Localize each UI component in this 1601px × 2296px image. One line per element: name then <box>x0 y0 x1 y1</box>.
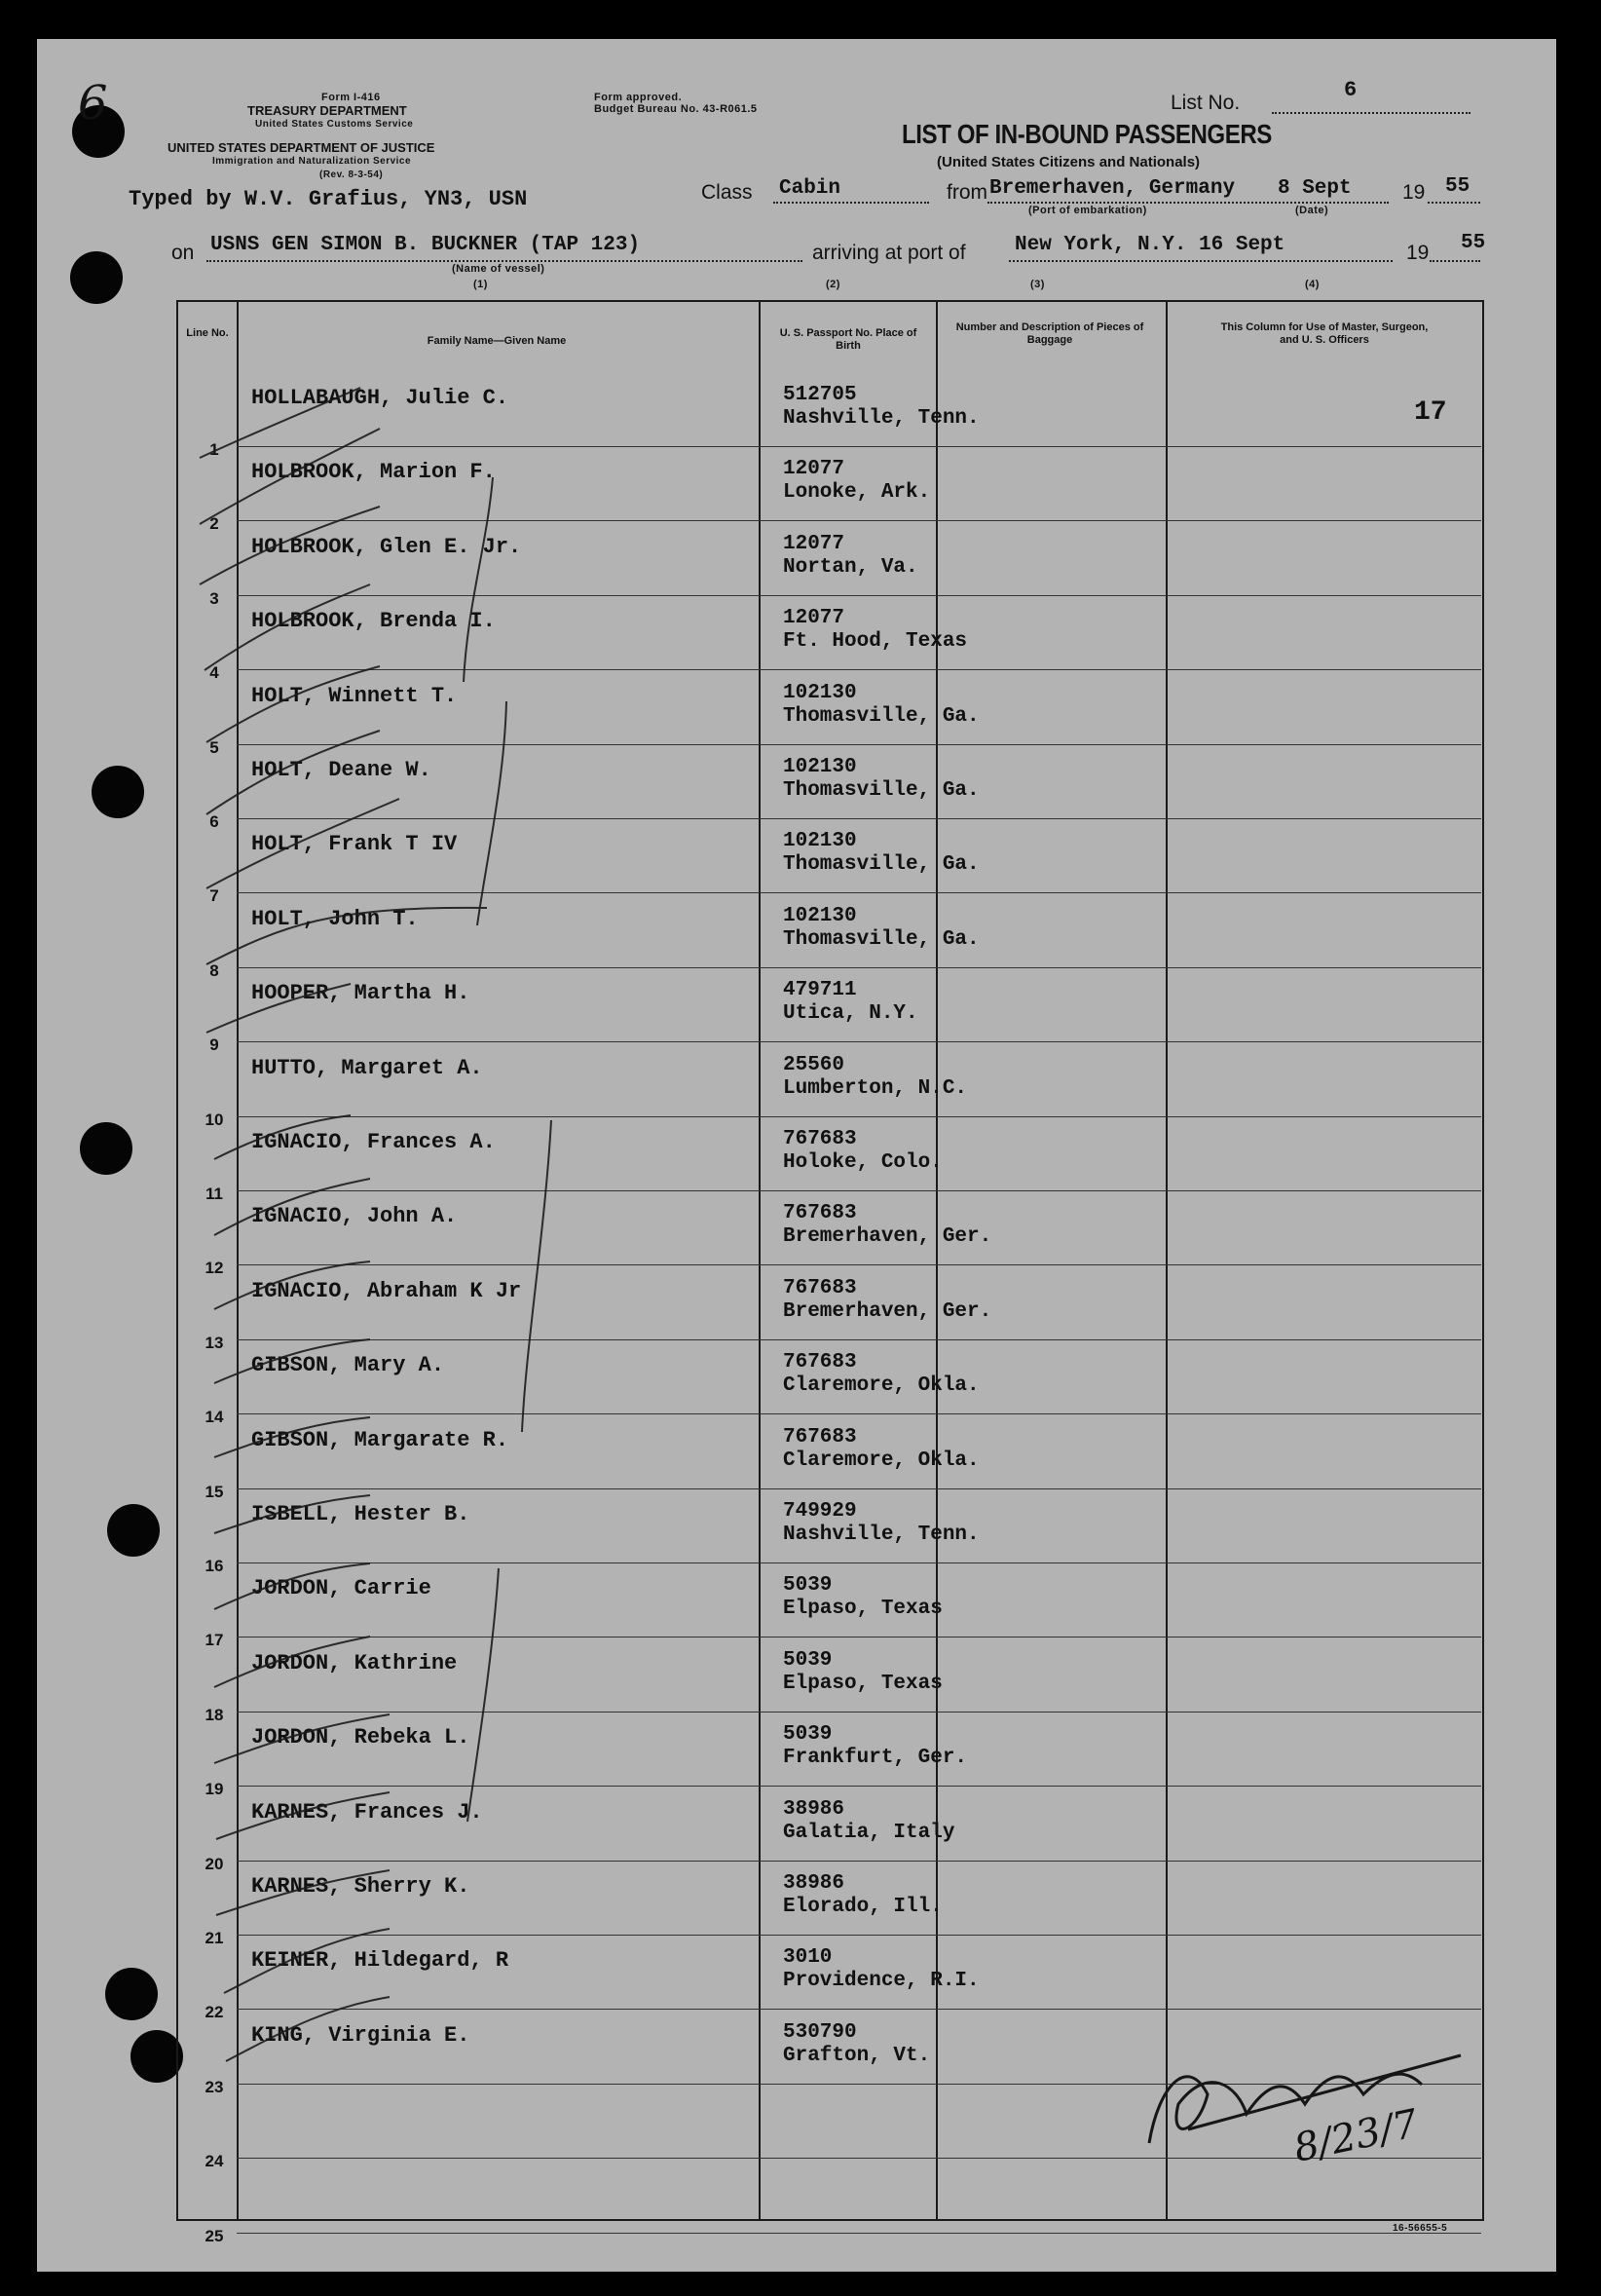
passenger-name: IGNACIO, Frances A. <box>251 1130 496 1154</box>
passenger-name: HOLLABAUGH, Julie C. <box>251 386 509 410</box>
arrival-port: New York, N.Y. 16 Sept <box>1015 234 1285 256</box>
immigration-label: Immigration and Naturalization Service <box>212 156 412 167</box>
passenger-name: HOLT, Deane W. <box>251 758 431 782</box>
place-of-birth: Holoke, Colo. <box>783 1151 943 1174</box>
passenger-name: HOLT, John T. <box>251 906 419 931</box>
form-title: LIST OF IN-BOUND PASSENGERS <box>902 119 1272 149</box>
passport-number: 102130 <box>783 830 857 853</box>
line-number: 10 <box>205 1110 224 1129</box>
list-no-label: List No. <box>1171 92 1241 114</box>
row-divider <box>237 1339 1481 1340</box>
row-divider <box>237 2084 1481 2085</box>
passport-number: 749929 <box>783 1500 857 1523</box>
passenger-name: HOLT, Winnett T. <box>251 683 458 708</box>
passport-number: 102130 <box>783 904 857 927</box>
place-of-birth: Thomasville, Ga. <box>783 853 980 877</box>
place-of-birth: Utica, N.Y. <box>783 1002 918 1026</box>
row-divider <box>237 2009 1481 2010</box>
line-number: 12 <box>205 1259 224 1278</box>
header-baggage: Number and Description of Pieces of Baggage <box>955 321 1144 346</box>
header-passport: U. S. Passport No. Place of Birth <box>779 327 917 352</box>
passport-number: 25560 <box>783 1053 845 1076</box>
arriving-label: arriving at port of <box>812 242 966 264</box>
row-divider <box>237 1861 1481 1862</box>
line-number: 6 <box>209 812 219 831</box>
place-of-birth: Claremore, Okla. <box>783 1374 980 1398</box>
line-number: 13 <box>205 1333 224 1352</box>
signature-date: 8/23/7 <box>1289 2101 1423 2171</box>
passenger-name: HOLBROOK, Brenda I. <box>251 609 496 634</box>
passenger-name: GIBSON, Mary A. <box>251 1353 445 1378</box>
binder-hole <box>70 251 123 304</box>
vessel-caption: (Name of vessel) <box>452 263 545 275</box>
row-divider <box>237 1712 1481 1713</box>
line-number: 18 <box>205 1705 224 1724</box>
form-code: 16-56655-5 <box>1393 2223 1448 2234</box>
row-divider <box>237 1488 1481 1489</box>
row-divider <box>237 595 1481 596</box>
line-number: 21 <box>205 1929 224 1947</box>
place-of-birth: Elorado, Ill. <box>783 1896 943 1918</box>
passport-number: 38986 <box>783 1872 845 1895</box>
place-of-birth: Frankfurt, Ger. <box>783 1747 968 1770</box>
header-officers: This Column for Use of Master, Surgeon, and U. S. Officers <box>1220 321 1429 346</box>
line-number: 7 <box>209 886 219 906</box>
line-number: 8 <box>209 960 219 980</box>
passenger-name: HOLBROOK, Glen E. Jr. <box>251 534 522 559</box>
passport-number: 767683 <box>783 1128 857 1150</box>
row-divider <box>237 2233 1481 2234</box>
place-of-birth: Lonoke, Ark. <box>783 481 931 505</box>
place-of-birth: Nashville, Tenn. <box>783 1524 980 1546</box>
passenger-name: IGNACIO, John A. <box>251 1204 458 1229</box>
row-divider <box>237 2158 1481 2159</box>
handwritten-page-mark: 6 <box>78 76 108 131</box>
row-divider <box>237 892 1481 893</box>
passport-number: 5039 <box>783 1723 833 1747</box>
row-divider <box>237 1562 1481 1563</box>
passenger-name: KEINER, Hildegard, R <box>251 1948 509 1974</box>
line-number: 16 <box>205 1557 224 1575</box>
line-number: 3 <box>209 588 219 608</box>
list-no-value: 6 <box>1344 78 1358 102</box>
header-name: Family Name—Given Name <box>427 335 567 347</box>
place-of-birth: Thomasville, Ga. <box>783 704 980 728</box>
date-caption: (Date) <box>1295 205 1329 216</box>
row-divider <box>237 446 1481 447</box>
line-number: 11 <box>205 1185 223 1203</box>
form-number: Form I-416 <box>321 92 381 103</box>
passport-number: 767683 <box>783 1202 857 1225</box>
row-divider <box>237 1116 1481 1117</box>
line-number: 23 <box>205 2077 224 2096</box>
passenger-name: KING, Virginia E. <box>251 2022 470 2048</box>
row-divider <box>237 1935 1481 1936</box>
col-num-2: (2) <box>826 279 840 290</box>
binder-hole <box>107 1504 160 1557</box>
passport-number: 530790 <box>783 2020 857 2044</box>
place-of-birth: Ft. Hood, Texas <box>783 630 968 654</box>
passport-number: 12077 <box>783 458 845 481</box>
from-date: 8 Sept <box>1278 177 1352 200</box>
line-number: 22 <box>205 2003 224 2022</box>
passport-number: 5039 <box>783 1574 833 1598</box>
line-number: 5 <box>209 737 219 757</box>
place-of-birth: Lumberton, N.C. <box>783 1076 968 1100</box>
binder-hole <box>92 766 144 818</box>
line-number: 17 <box>205 1631 224 1650</box>
place-of-birth: Providence, R.I. <box>783 1970 980 1993</box>
row-divider <box>237 1413 1481 1414</box>
binder-hole <box>105 1968 158 2020</box>
from-label: from <box>947 181 987 204</box>
line-number: 25 <box>205 2226 224 2245</box>
passenger-name: KARNES, Frances J. <box>251 1799 483 1825</box>
row-divider <box>237 669 1481 670</box>
line-number: 14 <box>205 1408 224 1427</box>
justice-label: UNITED STATES DEPARTMENT OF JUSTICE <box>168 140 435 155</box>
year-value: 55 <box>1445 175 1471 198</box>
line-number: 1 <box>209 440 219 459</box>
passport-number: 38986 <box>783 1797 845 1821</box>
place-of-birth: Grafton, Vt. <box>783 2044 931 2067</box>
binder-hole <box>80 1122 132 1175</box>
from-port: Bremerhaven, Germany <box>989 177 1236 200</box>
form-subtitle: (United States Citizens and Nationals) <box>937 154 1201 170</box>
customs-label: United States Customs Service <box>255 119 414 130</box>
year-prefix: 19 <box>1402 181 1426 204</box>
passenger-name: HOOPER, Martha H. <box>251 981 470 1006</box>
row-divider <box>237 1190 1481 1191</box>
form-approved: Form approved. <box>594 92 683 103</box>
class-label: Class <box>701 181 753 204</box>
passenger-name: HUTTO, Margaret A. <box>251 1055 483 1080</box>
passport-number: 5039 <box>783 1648 833 1672</box>
passenger-name: JORDON, Rebeka L. <box>251 1725 470 1750</box>
treasury-label: TREASURY DEPARTMENT <box>247 103 407 118</box>
row-divider <box>237 1041 1481 1042</box>
row-divider <box>237 818 1481 819</box>
passport-number: 3010 <box>783 1946 833 1970</box>
line-number: 24 <box>205 2152 224 2171</box>
line-number: 2 <box>209 514 219 534</box>
place-of-birth: Elpaso, Texas <box>783 1598 943 1621</box>
passenger-table <box>176 300 1484 2221</box>
port-embark-caption: (Port of embarkation) <box>1028 205 1147 216</box>
passport-number: 102130 <box>783 681 857 704</box>
passenger-name: JORDON, Carrie <box>251 1576 431 1601</box>
place-of-birth: Galatia, Italy <box>783 1821 955 1844</box>
passenger-name: ISBELL, Hester B. <box>251 1502 470 1526</box>
budget-bureau: Budget Bureau No. 43-R061.5 <box>594 103 758 115</box>
passenger-name: KARNES, Sherry K. <box>251 1874 470 1899</box>
place-of-birth: Elpaso, Texas <box>783 1672 943 1695</box>
passenger-name: JORDON, Kathrine <box>251 1650 458 1675</box>
revision-label: (Rev. 8-3-54) <box>319 169 384 180</box>
arrival-year-prefix: 19 <box>1406 242 1430 264</box>
class-value: Cabin <box>779 177 841 200</box>
row-divider <box>237 744 1481 745</box>
on-label: on <box>171 242 195 264</box>
line-number: 19 <box>205 1780 224 1799</box>
passport-number: 512705 <box>783 384 857 406</box>
passenger-name: IGNACIO, Abraham K Jr <box>251 1278 522 1303</box>
line-number: 15 <box>205 1482 224 1501</box>
row-divider <box>237 1264 1481 1265</box>
line-number: 4 <box>209 663 219 683</box>
passport-number: 102130 <box>783 756 857 778</box>
passport-number: 767683 <box>783 1425 857 1449</box>
passport-number: 12077 <box>783 607 845 630</box>
passport-number: 767683 <box>783 1351 857 1374</box>
place-of-birth: Bremerhaven, Ger. <box>783 1225 992 1249</box>
place-of-birth: Thomasville, Ga. <box>783 927 980 951</box>
passport-number: 479711 <box>783 979 857 1002</box>
col-num-1: (1) <box>473 279 488 290</box>
passenger-name: HOLT, Frank T IV <box>251 832 458 857</box>
vessel-name: USNS GEN SIMON B. BUCKNER (TAP 123) <box>210 234 641 256</box>
place-of-birth: Thomasville, Ga. <box>783 779 980 802</box>
passenger-name: GIBSON, Margarate R. <box>251 1427 509 1452</box>
place-of-birth: Nashville, Tenn. <box>783 407 980 430</box>
place-of-birth: Claremore, Okla. <box>783 1449 980 1472</box>
col-num-3: (3) <box>1030 279 1045 290</box>
line-number: 9 <box>209 1035 219 1055</box>
typed-by: Typed by W.V. Grafius, YN3, USN <box>129 187 528 211</box>
col-num-4: (4) <box>1305 279 1320 290</box>
row-divider <box>237 520 1481 521</box>
place-of-birth: Bremerhaven, Ger. <box>783 1299 992 1323</box>
header-line-no: Line No. <box>186 327 229 339</box>
passport-number: 12077 <box>783 532 845 555</box>
line-number: 20 <box>205 1854 224 1873</box>
binder-hole <box>130 2030 183 2083</box>
passport-number: 767683 <box>783 1276 857 1299</box>
place-of-birth: Nortan, Va. <box>783 555 918 579</box>
row-divider <box>237 967 1481 968</box>
arrival-year-value: 55 <box>1461 232 1486 254</box>
passenger-name: HOLBROOK, Marion F. <box>251 460 496 485</box>
row-divider <box>237 1786 1481 1787</box>
officer-remark: 17 <box>1414 397 1447 428</box>
